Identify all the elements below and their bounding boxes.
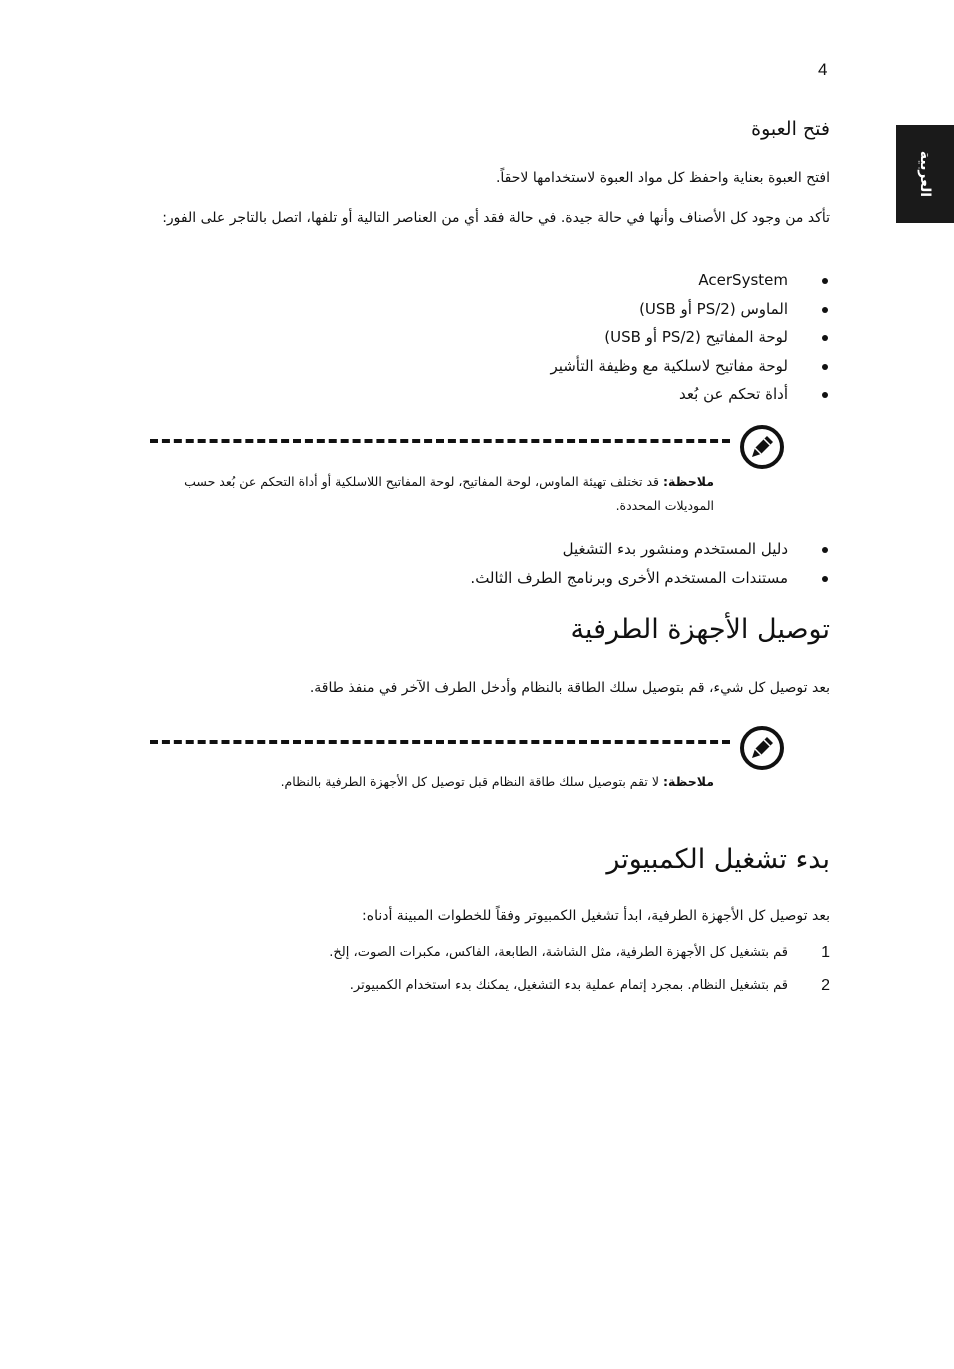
note-divider [150,740,730,744]
section-title-start: بدء تشغيل الكمبيوتر [606,844,830,875]
language-tab-label: العربية [917,150,933,198]
startup-steps-list [329,936,830,1002]
section-title-unpack: فتح العبوة [751,118,830,140]
note-power [174,770,714,794]
step-text: قم بتشغيل النظام. بمجرد إتمام عملية بدء التشغيل، يمكنك بدء استخدام الكمبيوتر. [349,978,788,993]
page-number: 4 [818,60,828,79]
list-item [329,936,830,969]
note-package [174,470,714,518]
list-item: لوحة المفاتيح (PS/2 أو USB) [550,323,830,352]
list-item: مستندات المستخدم الأخرى وبرنامج الطرف الثالث. [470,564,830,593]
step-number: 2 [821,977,830,994]
note-label: ملاحظة: [663,774,714,789]
language-side-tab [896,125,954,223]
note-label: ملاحظة: [663,474,714,489]
list-item: لوحة مفاتيح لاسلكية مع وظيفة التأشير [550,352,830,381]
connect-paragraph: بعد توصيل كل شيء، قم بتوصيل سلك الطاقة بالنظام وأدخل الطرف الآخر في منفذ طاقة. [309,680,830,696]
step-number: 1 [821,944,830,961]
unpack-paragraph-1: افتح العبوة بعناية واحفظ كل مواد العبوة لاستخدامها لاحقاً. [495,170,830,186]
list-item: أداة تحكم عن بُعد [550,380,830,409]
list-item: AcerSystem [550,266,830,295]
section-title-connect: توصيل الأجهزة الطرفية [570,614,830,645]
start-paragraph: بعد توصيل كل الأجهزة الطرفية، ابدأ تشغيل الكمبيوتر وفقاً للخطوات المبينة أدناه: [362,908,830,924]
note-divider [150,439,730,443]
unpack-paragraph-2: تأكد من وجود كل الأصناف وأنها في حالة جيدة. في حالة فقد أي من العناصر التالية أو تلفها، اتصل بالتاجر على الفور: [162,210,830,226]
note-text: لا تقم بتوصيل سلك طاقة النظام قبل توصيل كل الأجهزة الطرفية بالنظام. [280,774,663,789]
step-text: قم بتشغيل كل الأجهزة الطرفية، مثل الشاشة، الطابعة، الفاكس، مكبرات الصوت، إلخ. [329,945,788,960]
pen-note-icon [739,725,785,771]
documents-list [470,535,830,592]
list-item: الماوس (PS/2 أو USB) [550,295,830,324]
note-text: قد تختلف تهيئة الماوس، لوحة المفاتيح، لوحة المفاتيح اللاسلكية أو أداة التحكم عن بُعد حسب الموديلات المحددة. [184,474,714,513]
pen-note-icon [739,424,785,470]
package-items-list [550,266,830,409]
list-item [329,969,830,1002]
list-item: دليل المستخدم ومنشور بدء التشغيل [470,535,830,564]
